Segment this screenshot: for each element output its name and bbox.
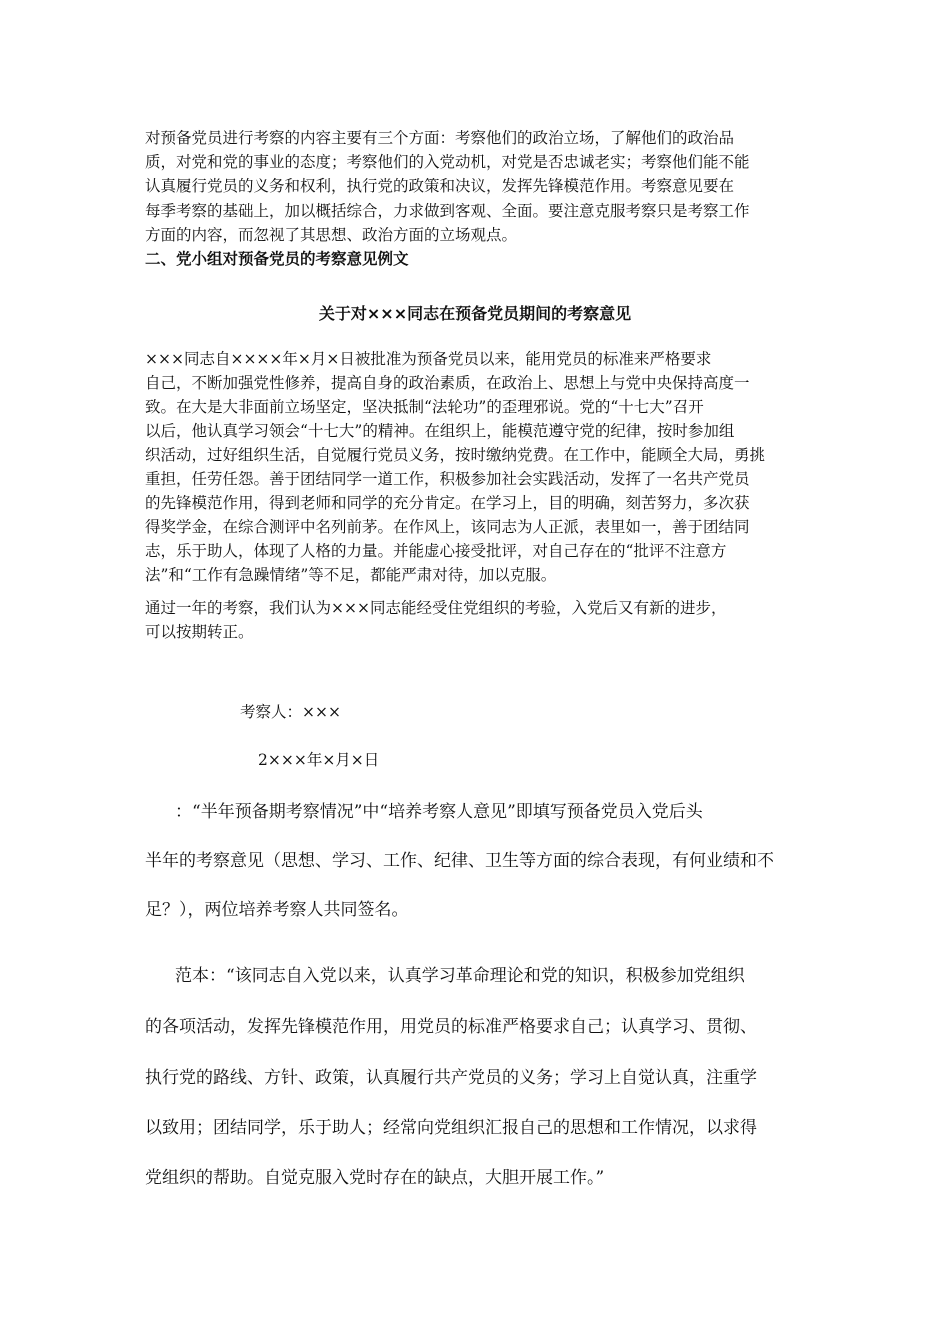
sample-line: 范本：“该同志自入党以来，认真学习革命理论和党的知识，积极参加党组织 — [175, 966, 745, 986]
body-line: 得奖学金，在综合测评中名列前茅。在作风上，该同志为人正派，表里如一，善于团结同 — [145, 518, 750, 536]
body-line: 重担，任劳任怨。善于团结同学一道工作，积极参加社会实践活动，发挥了一名共产党员 — [145, 470, 750, 488]
body-line: 可以按期转正。 — [145, 623, 254, 641]
inspector-signature: 考察人：××× — [240, 703, 341, 721]
body-line: 以后，他认真学习领会“十七大”的精神。在组织上，能模范遵守党的纪律，按时参加组 — [145, 422, 735, 440]
sample-line: 执行党的路线、方针、政策，认真履行共产党员的义务；学习上自觉认真，注重学 — [145, 1068, 757, 1088]
body-line: 法”和“工作有急躁情绪”等不足，都能严肃对待，加以克服。 — [145, 566, 557, 584]
note-line: 半年的考察意见（思想、学习、工作、纪律、卫生等方面的综合表现，有何业绩和不 — [145, 851, 774, 871]
sample-line: 党组织的帮助。自觉克服入党时存在的缺点，大胆开展工作。” — [145, 1168, 605, 1188]
section-heading: 二、党小组对预备党员的考察意见例文 — [145, 250, 409, 268]
intro-line: 方面的内容，而忽视了其思想、政治方面的立场观点。 — [145, 226, 518, 244]
sample-line: 的各项活动，发挥先锋模范作用，用党员的标准严格要求自己；认真学习、贯彻、 — [145, 1017, 757, 1037]
document-title: 关于对×××同志在预备党员期间的考察意见 — [318, 304, 632, 323]
body-line: 通过一年的考察，我们认为×××同志能经受住党组织的考验，入党后又有新的进步， — [145, 599, 727, 617]
intro-line: 认真履行党员的义务和权利，执行党的政策和决议，发挥先锋模范作用。考察意见要在 — [145, 177, 735, 195]
body-line: 志，乐于助人，体现了人格的力量。并能虚心接受批评，对自己存在的“批评不注意方 — [145, 542, 727, 560]
intro-line: 每季考察的基础上，加以概括综合，力求做到客观、全面。要注意克服考察只是考察工作 — [145, 202, 750, 220]
body-line: 致。在大是大非面前立场坚定，坚决抵制“法轮功”的歪理邪说。党的“十七大”召开 — [145, 398, 704, 416]
body-line: ×××同志自××××年×月×日被批准为预备党员以来，能用党员的标准来严格要求 — [145, 350, 712, 368]
body-line: 的先锋模范作用，得到老师和同学的充分肯定。在学习上，目的明确，刻苦努力，多次获 — [145, 494, 750, 512]
intro-line: 质，对党和党的事业的态度；考察他们的入党动机，对党是否忠诚老实；考察他们能不能 — [145, 153, 750, 171]
body-line: 织活动，过好组织生活，自觉履行党员义务，按时缴纳党费。在工作中，能顾全大局，勇挑 — [145, 446, 766, 464]
body-line: 自己，不断加强党性修养，提高自身的政治素质，在政治上、思想上与党中央保持高度一 — [145, 374, 750, 392]
intro-line: 对预备党员进行考察的内容主要有三个方面：考察他们的政治立场，了解他们的政治品 — [145, 129, 735, 147]
sample-line: 以致用；团结同学，乐于助人；经常向党组织汇报自己的思想和工作情况，以求得 — [145, 1118, 757, 1138]
signature-date: 2×××年×月×日 — [258, 751, 380, 769]
note-line: ：“半年预备期考察情况”中“培养考察人意见”即填写预备党员入党后头 — [175, 802, 703, 822]
note-line: 足？），两位培养考察人共同签名。 — [145, 900, 409, 920]
